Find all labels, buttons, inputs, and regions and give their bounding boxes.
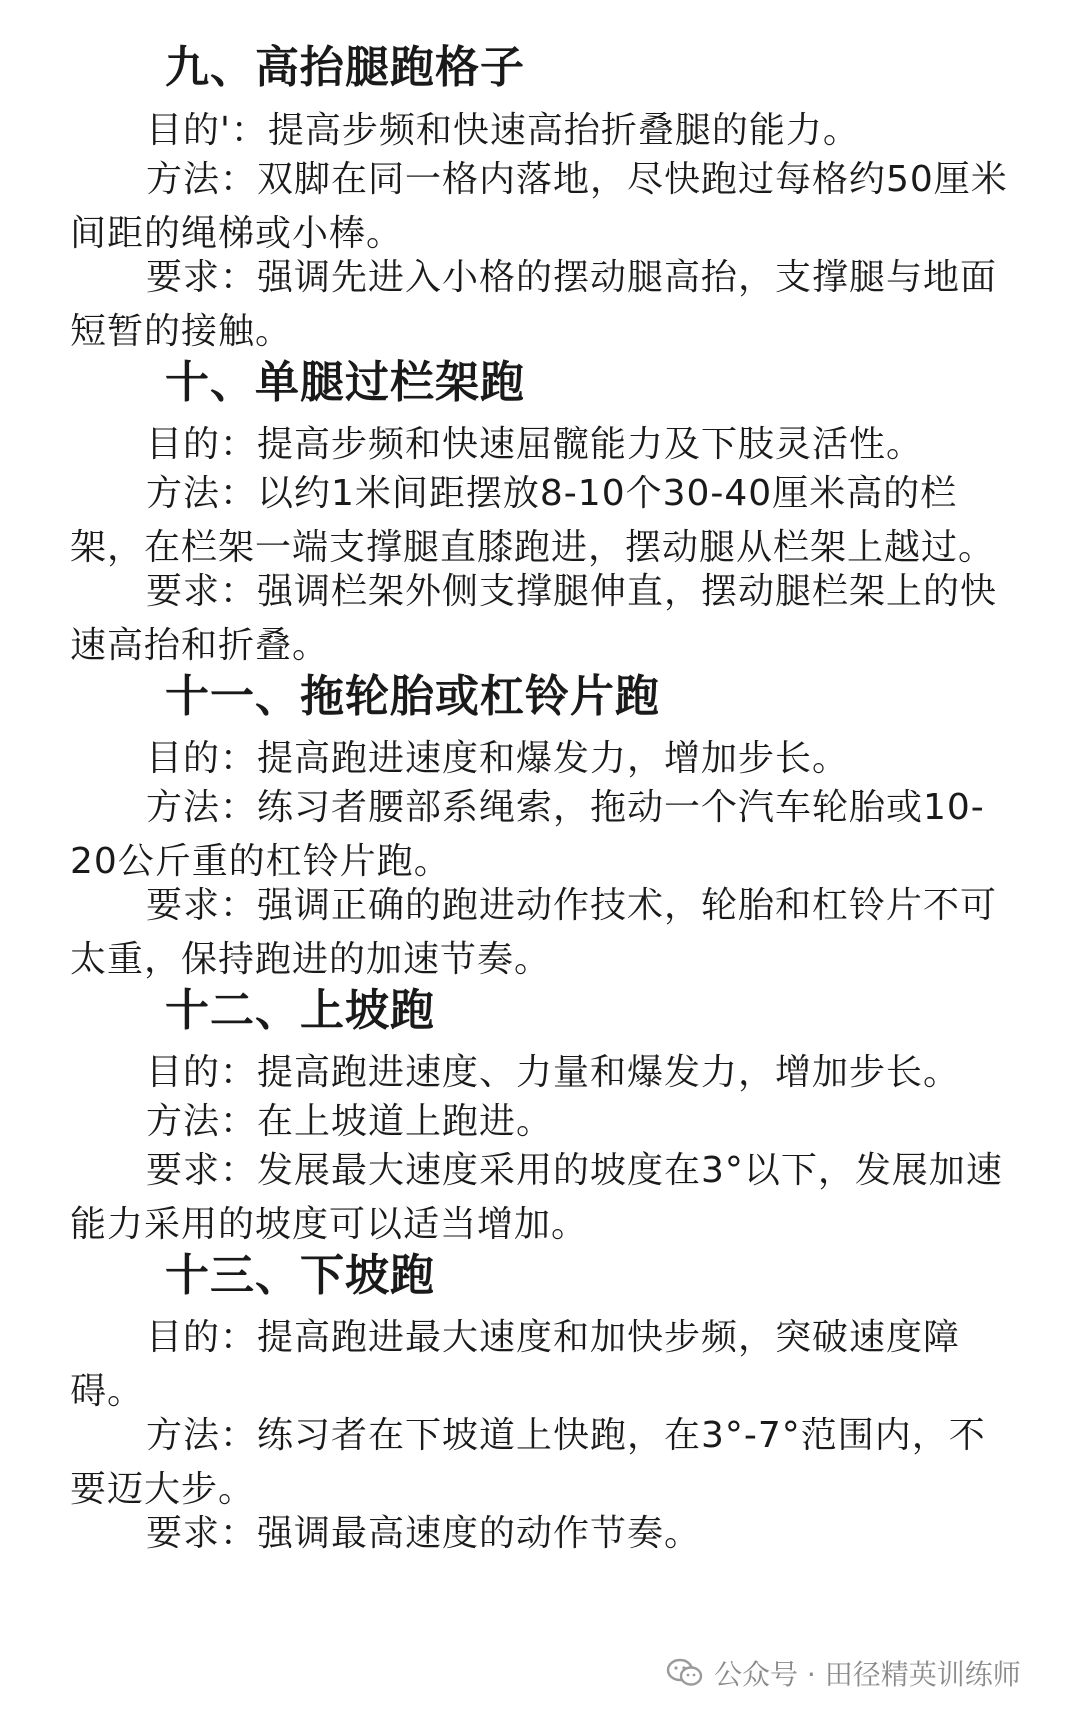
section-title: 十一、拖轮胎或杠铃片跑	[165, 671, 660, 722]
purpose-text: 目的：提高跑进速度、力量和爆发力，增加步长。	[146, 1052, 961, 1093]
method-text: 方法：在上坡道上跑进。	[146, 1101, 554, 1142]
wechat-icon	[666, 1657, 704, 1689]
method-text: 方法：练习者腰部系绳索，拖动一个汽车轮胎或10-20公斤重的杠铃片跑。	[70, 787, 985, 882]
purpose-text: 目的'：提高步频和快速高抬折叠腿的能力。	[146, 110, 860, 151]
requirement-text: 要求：强调栏架外侧支撑腿伸直，摆动腿栏架上的快速高抬和折叠。	[70, 571, 998, 666]
purpose-text: 目的：提高跑进速度和爆发力，增加步长。	[146, 738, 850, 779]
requirement-text: 要求：强调先进入小格的摆动腿高抬，支撑腿与地面短暂的接触。	[70, 257, 998, 352]
requirement-text: 要求：强调最高速度的动作节奏。	[146, 1513, 702, 1554]
watermark-text: 公众号 · 田径精英训练师	[714, 1658, 1021, 1691]
watermark	[666, 1653, 1021, 1693]
purpose-text: 目的：提高步频和快速屈髋能力及下肢灵活性。	[146, 424, 924, 465]
section-title: 十、单腿过栏架跑	[165, 357, 525, 408]
method-text: 方法：练习者在下坡道上快跑，在3°-7°范围内，不要迈大步。	[70, 1415, 986, 1510]
method-text: 方法：以约1米间距摆放8-10个30-40厘米高的栏架，在栏架一端支撑腿直膝跑进，摆动腿从栏架上越过。	[70, 473, 996, 568]
requirement-text: 要求：发展最大速度采用的坡度在3°以下，发展加速能力采用的坡度可以适当增加。	[70, 1150, 1003, 1245]
method-text: 方法：双脚在同一格内落地，尽快跑过每格约50厘米间距的绳梯或小棒。	[70, 159, 1008, 254]
requirement-text: 要求：强调正确的跑进动作技术，轮胎和杠铃片不可太重，保持跑进的加速节奏。	[70, 885, 998, 980]
section-title: 九、高抬腿跑格子	[165, 42, 525, 93]
purpose-text: 目的：提高跑进最大速度和加快步频，突破速度障碍。	[70, 1317, 961, 1412]
section-title: 十三、下坡跑	[165, 1250, 435, 1301]
section-title: 十二、上坡跑	[165, 985, 435, 1036]
